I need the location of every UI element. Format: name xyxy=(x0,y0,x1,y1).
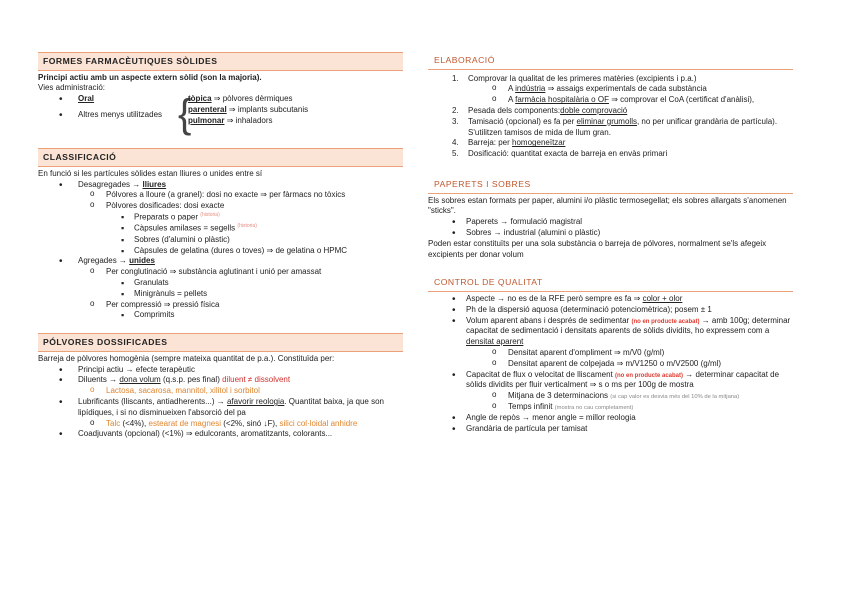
list-item-temps: o Temps infinit (mostra no cau completament) xyxy=(428,402,793,413)
section-title-control: CONTROL DE QUALITAT xyxy=(428,274,793,292)
paperets-intro: Els sobres estan formats per paper, alumini i/o plàstic termosegellat; els sobres allargats s'anomenen "sticks". xyxy=(428,195,787,216)
section-title-elaboracio: ELABORACIÓ xyxy=(428,52,793,70)
formes-line1: Principi actiu amb un aspecte extern sòlid (son la majoria). xyxy=(38,72,262,82)
list-item-capsules-amilaces: ▪ Càpsules amilases = segells $^{(historia)}$ xyxy=(38,223,403,234)
list-item-angle: • Angle de repòs → menor angle = millor reologia xyxy=(428,413,793,424)
right-column xyxy=(428,0,793,434)
list-item-oral: • Oral xyxy=(38,94,178,105)
list-item-lactosa: o Lactosa, sacarosa, mannitol, xilitol i sorbitol xyxy=(38,386,403,397)
section-title-paperets: PAPERETS I SOBRES xyxy=(428,176,793,194)
formes-line2: Vies administració: xyxy=(38,83,105,93)
step-3: 3. Tamisació (opcional) es fa per eliminar grumolls, no per unificar grandària de partícula). S'utilitzen tamisos de mida de llum gran. xyxy=(452,116,778,137)
step-1: 1. Comprovar la qualitat de les primeres matèries (excipients i p.a.) xyxy=(452,73,697,83)
section-title-classificacio: CLASSIFICACIÓ xyxy=(38,148,403,167)
topica-line: tòpica ⇒ pòlvores dèrmiques xyxy=(188,94,293,104)
list-item-dens1: o Densitat aparent d'ompliment ⇒ m/V0 (g/ml) xyxy=(428,348,793,359)
list-item-sobres: • Sobres → industrial (alumini o plàstic) xyxy=(428,228,793,239)
step-5: 5. Dosificació: quantitat exacta de barreja en envàs primari xyxy=(452,149,668,159)
vies-sublist xyxy=(188,94,308,126)
list-item-granulats: ▪ Granulats xyxy=(38,278,403,289)
section-title-polvores: PÓLVORES DOSSIFICADES xyxy=(38,333,403,352)
list-item-polvores-lliure: o Pólvores a lloure (a granel): dosi no exacte ⇒ per fàrmacs no tòxics xyxy=(38,190,403,201)
list-item-altres: • Altres menys utilitzades xyxy=(38,110,178,121)
list-item-percompressio: o Per compressió ⇒ pressió física xyxy=(38,300,403,311)
paperets-outro: Poden estar constituïts per una sola substància o barreja de pólvores, normalment se'ls afegeix excipients per donar volum xyxy=(428,238,767,259)
list-item-desagregades: • Desagregades → lliures xyxy=(38,180,403,191)
list-item-polvores-dosif: o Pòlvores dosificades: dosi exacte xyxy=(38,201,403,212)
list-item-capsules-gelatina: ▪ Càpsules de gelatina (dures o toves) ⇒ de gelatina o HPMC xyxy=(38,246,403,257)
list-item-grandaria: • Grandària de partícula per tamisat xyxy=(428,424,793,435)
step-4: 4. Barreja: per homogeneïtzar xyxy=(452,138,566,148)
list-item-capacitat: • Capacitat de flux o velocitat de lliscament (no en producte acabat) → determinar capacitat de sòlids dividits per fluir verticalment ⇒ s o ms per 100g de mostra xyxy=(428,370,793,392)
left-column xyxy=(38,0,403,440)
pulmonar-line: pulmonar ⇒ inhaladors xyxy=(188,115,273,125)
section-title-formes: FORMES FARMACÈUTIQUES SÒLIDES xyxy=(38,52,403,71)
parenteral-line: parenteral ⇒ implants subcutanis xyxy=(188,104,309,114)
list-item-minigranuls: ▪ Minigrànuls = pellets xyxy=(38,289,403,300)
step-1b: o A farmàcia hospitalària o OF ⇒ comprovar el CoA (certificat d'anàlisi), xyxy=(428,95,793,106)
step-1a: o A indústria ⇒ assaigs experimentals de cada substància xyxy=(428,84,793,95)
polvores-intro: Barreja de pòlvores homogènia (sempre mateixa quantitat de p.a.). Constituïda per: xyxy=(38,353,335,363)
list-item-comprimits: ▪ Comprimits xyxy=(38,310,403,321)
list-item-preparats: ▪ Preparats o paper $^{(historia)}$ xyxy=(38,212,403,223)
brace-symbol: { xyxy=(178,92,192,137)
list-item-aspecte: • Aspecte → no es de la RFE però sempre es fa ⇒ color + olor xyxy=(428,294,793,305)
vies-list xyxy=(38,94,403,138)
list-item-sobres: ▪ Sobres (d'alumini o plàstic) xyxy=(38,235,403,246)
list-item-volum: • Volum aparent abans i després de sedimentar (no en producte acabat) → amb 100g; determinar capacitat de sedimentació i densitats aparents de sòlids dividits, ho expressem com a densitat aparent xyxy=(428,316,793,348)
list-item-coadjuvants: • Coadjuvants (opcional) (<1%) ⇒ edulcorants, aromatitzants, colorants... xyxy=(38,429,403,440)
list-item-ph: • Ph de la dispersió aquosa (determinació potenciomètrica); posem ± 1 xyxy=(428,305,793,316)
list-item-talc: o Talc (<4%), estearat de magnesi (<2%, sinó ↓F), silici col·loidal anhidre xyxy=(38,419,403,430)
list-item-lubrificants: • Lubrificants (lliscants, antiadherents...) → afavorir reologia. Quantitat baixa, ja que son lipídiques, i si no disminueixen l'absorció del pa xyxy=(38,397,403,419)
list-item-agregades: • Agregades → unides xyxy=(38,256,403,267)
step-2: 2. Pesada dels components:doble comprovació xyxy=(452,105,628,115)
list-item-principi: • Principi actiu → efecte terapèutic xyxy=(38,365,403,376)
list-item-diluents: • Diluents → dona volum (q.s.p. pes final) diluent ≠ dissolvent xyxy=(38,375,403,386)
classificacio-intro: En funció si les partícules sòlides estan lliures o unides entre sí xyxy=(38,168,263,178)
list-item-perconglutinacio: o Per conglutinació ⇒ substància aglutinant i unió per amassat xyxy=(38,267,403,278)
list-item-mitjana: o Mitjana de 3 determinacions (si cap valor es desvia més del 10% de la mitjana) xyxy=(428,391,793,402)
list-item-dens2: o Densitat aparent de colpejada ⇒ m/V1250 o m/V2500 (g/ml) xyxy=(428,359,793,370)
list-item-paperets: • Paperets → formulació magistral xyxy=(428,217,793,228)
